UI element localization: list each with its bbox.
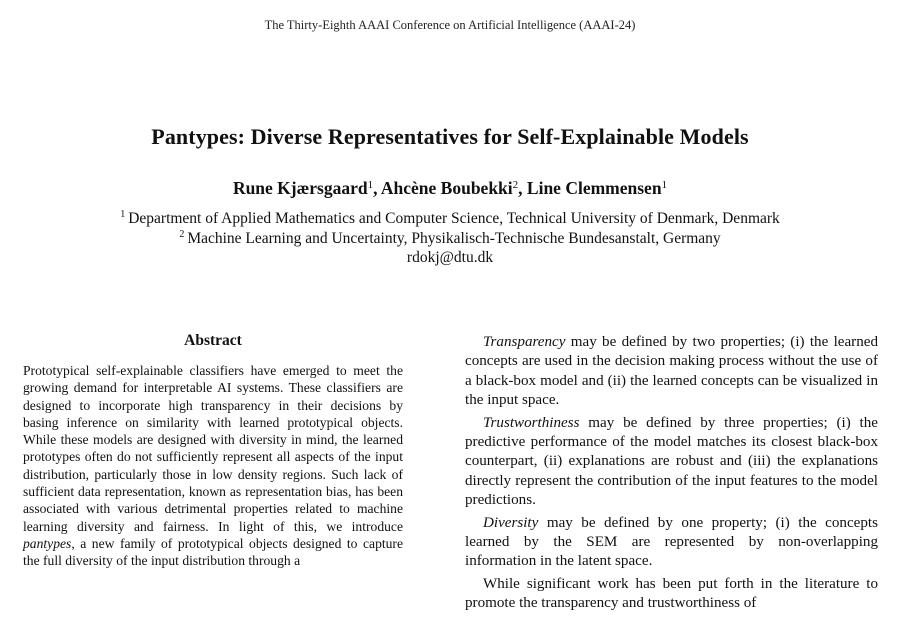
author-separator: , bbox=[373, 178, 381, 198]
body-paragraph bbox=[465, 514, 878, 572]
affiliation-mark: 1 bbox=[120, 209, 126, 220]
abstract-emphasis: pantypes bbox=[23, 535, 72, 551]
term-emphasis: Trustworthiness bbox=[483, 414, 580, 431]
conference-header: The Thirty-Eighth AAAI Conference on Artificial Intelligence (AAAI-24) bbox=[264, 18, 636, 32]
author-name: Line Clemmensen bbox=[526, 178, 662, 198]
author-name: Rune Kjærsgaard bbox=[232, 178, 368, 198]
author-list bbox=[0, 178, 900, 199]
author-email: rdokj@dtu.dk bbox=[406, 249, 494, 266]
body-paragraph bbox=[465, 414, 878, 511]
affiliation-2 bbox=[0, 230, 900, 248]
abstract-heading: Abstract bbox=[184, 332, 242, 349]
paragraph-text: may be defined by three properties; (i) the predictive performance of the model matches its closest black-box counterpart, (ii) explanations are robust and (iii) the explanations directly represent the contribution of the input features to the model predictions. bbox=[465, 414, 878, 509]
body-paragraph bbox=[465, 575, 878, 614]
author-affiliation-mark: 2 bbox=[512, 179, 519, 191]
term-emphasis: Diversity bbox=[483, 514, 539, 531]
left-column bbox=[23, 332, 403, 570]
paragraph-text: may be defined by two properties; (i) the learned concepts are used in the decision making process without the use of a black-box model and (ii) the learned concepts can be visualized in the input space. bbox=[465, 334, 878, 409]
body-paragraph bbox=[465, 333, 878, 411]
author-affiliation-mark: 1 bbox=[661, 179, 668, 191]
author-separator: , bbox=[518, 178, 527, 198]
author-name: Ahcène Boubekki bbox=[380, 178, 513, 198]
abstract-text: Prototypical self-explainable classifiers have emerged to meet the growing demand for interpretable AI systems. These classifiers are designed to incorporate high transparency in their decisions by basing inference on similarity with learned prototypical objects. While these models are designed with diversity in mind, the learned prototypes often do not sufficiently represent all aspects of the input distribution, particularly those in low density regions. Such lack of sufficient data representation, known as representation bias, has been associated with various detrimental properties related to machine learning diversity and fairness. In light of this, we introduce bbox=[23, 363, 403, 534]
abstract-text: , a new family of prototypical objects designed to capture the full diversity of the input distribution through a bbox=[23, 535, 403, 569]
author-affiliation-mark: 1 bbox=[367, 179, 374, 191]
paragraph-text: may be defined by one property; (i) the concepts learned by the SEM are represented by non-overlapping information in the latent space. bbox=[465, 514, 878, 570]
abstract-body bbox=[23, 362, 403, 570]
term-emphasis: Transparency bbox=[483, 334, 566, 350]
affiliation-text: Machine Learning and Uncertainty, Physikalisch-Technische Bundesanstalt, Germany bbox=[187, 230, 721, 247]
right-column bbox=[465, 333, 878, 617]
paper-title: Pantypes: Diverse Representatives for Self-Explainable Models bbox=[151, 124, 749, 149]
paragraph-text: While significant work has been put forth in the literature to promote the transparency and trustworthiness of bbox=[465, 575, 878, 612]
affiliation-1 bbox=[0, 210, 900, 228]
affiliation-text: Department of Applied Mathematics and Computer Science, Technical University of Denmark, Denmark bbox=[128, 210, 780, 227]
affiliation-mark: 2 bbox=[179, 229, 185, 240]
